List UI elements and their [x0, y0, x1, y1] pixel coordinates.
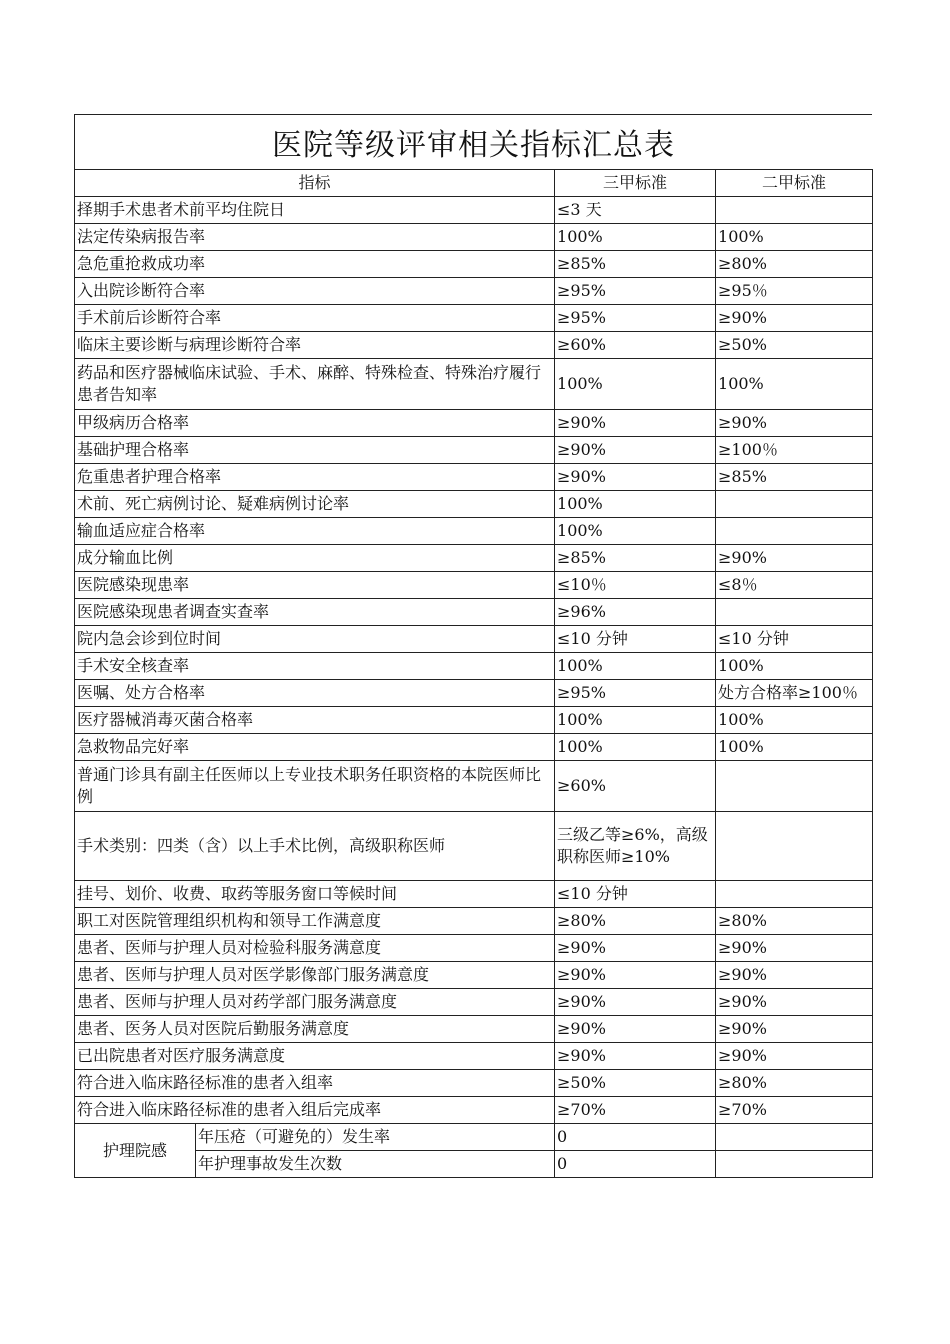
tier3-cell: ≥90%	[555, 410, 716, 437]
tier3-cell: ≥90%	[555, 989, 716, 1016]
tier2-cell: ≥95％	[716, 278, 873, 305]
tier3-cell: ≥80%	[555, 908, 716, 935]
tier2-cell: ≥90%	[716, 305, 873, 332]
tier3-cell: ≥90%	[555, 935, 716, 962]
indicator-cell: 急救物品完好率	[75, 734, 555, 761]
indicator-cell: 手术类别：四类（含）以上手术比例，高级职称医师	[75, 812, 555, 881]
tier3-cell: ≥85%	[555, 251, 716, 278]
tier3-cell: 三级乙等≥6%，高级职称医师≥10%	[555, 812, 716, 881]
tier3-cell: 100%	[555, 734, 716, 761]
tier3-cell: 100%	[555, 359, 716, 410]
indicator-cell: 手术前后诊断符合率	[75, 305, 555, 332]
table-row	[75, 305, 873, 332]
tier3-cell: ≥50%	[555, 1070, 716, 1097]
indicator-cell: 危重患者护理合格率	[75, 464, 555, 491]
tier2-cell: 100%	[716, 734, 873, 761]
table-row	[75, 1097, 873, 1124]
page-title: 医院等级评审相关指标汇总表	[74, 114, 872, 169]
indicator-cell: 医院感染现患率	[75, 572, 555, 599]
tier3-cell: 0	[555, 1151, 716, 1178]
table-row	[75, 734, 873, 761]
table-row	[75, 332, 873, 359]
tier2-cell: ≥90%	[716, 935, 873, 962]
tier3-cell: ≥60%	[555, 332, 716, 359]
table-row	[75, 935, 873, 962]
tier2-cell: ≥90%	[716, 410, 873, 437]
tier3-cell: ≥60%	[555, 761, 716, 812]
table-row	[75, 653, 873, 680]
tier2-cell: 100%	[716, 359, 873, 410]
tier3-cell: 100%	[555, 707, 716, 734]
indicator-cell: 医院感染现患者调查实查率	[75, 599, 555, 626]
tier3-cell: 100%	[555, 653, 716, 680]
tier3-cell: ≤3 天	[555, 197, 716, 224]
indicator-cell: 年压疮（可避免的）发生率	[196, 1124, 555, 1151]
header-indicator: 指标	[75, 170, 555, 197]
tier2-cell: ≥90%	[716, 545, 873, 572]
table-row	[75, 989, 873, 1016]
tier3-cell: ≤10％	[555, 572, 716, 599]
table-row	[75, 1043, 873, 1070]
indicator-table	[74, 169, 873, 1178]
indicator-cell: 已出院患者对医疗服务满意度	[75, 1043, 555, 1070]
tier2-cell: ≥90%	[716, 1043, 873, 1070]
indicator-cell: 临床主要诊断与病理诊断符合率	[75, 332, 555, 359]
tier3-cell: ≥95%	[555, 680, 716, 707]
table-row	[75, 962, 873, 989]
table-row	[75, 518, 873, 545]
tier2-cell: 处方合格率≥100％	[716, 680, 873, 707]
table-row	[75, 1124, 873, 1151]
table-row	[75, 881, 873, 908]
table-row	[75, 812, 873, 881]
table-row	[75, 680, 873, 707]
header-tier2: 二甲标准	[716, 170, 873, 197]
indicator-cell: 急危重抢救成功率	[75, 251, 555, 278]
table-row	[75, 761, 873, 812]
tier3-cell: ≥95%	[555, 278, 716, 305]
tier2-cell: ≥90%	[716, 1016, 873, 1043]
indicator-cell: 医疗器械消毒灭菌合格率	[75, 707, 555, 734]
indicator-cell: 普通门诊具有副主任医师以上专业技术职务任职资格的本院医师比例	[75, 761, 555, 812]
indicator-cell: 职工对医院管理组织机构和领导工作满意度	[75, 908, 555, 935]
tier3-cell: ≥90%	[555, 1043, 716, 1070]
tier3-cell: 0	[555, 1124, 716, 1151]
table-row	[75, 545, 873, 572]
tier3-cell: ≥90%	[555, 437, 716, 464]
tier2-cell	[716, 881, 873, 908]
tier2-cell: ≤8％	[716, 572, 873, 599]
table-row	[75, 197, 873, 224]
tier2-cell	[716, 1151, 873, 1178]
table-row	[75, 707, 873, 734]
tier2-cell: ≥85%	[716, 464, 873, 491]
indicator-cell: 药品和医疗器械临床试验、手术、麻醉、特殊检查、特殊治疗履行患者告知率	[75, 359, 555, 410]
indicator-cell: 甲级病历合格率	[75, 410, 555, 437]
tier2-cell	[716, 491, 873, 518]
table-row	[75, 251, 873, 278]
tier2-cell	[716, 197, 873, 224]
table-row	[75, 1070, 873, 1097]
tier2-cell	[716, 518, 873, 545]
tier3-cell: ≥70%	[555, 1097, 716, 1124]
indicator-cell: 院内急会诊到位时间	[75, 626, 555, 653]
indicator-cell: 患者、医师与护理人员对检验科服务满意度	[75, 935, 555, 962]
indicator-cell: 手术安全核查率	[75, 653, 555, 680]
indicator-cell: 基础护理合格率	[75, 437, 555, 464]
tier2-cell: ≥90%	[716, 962, 873, 989]
tier2-cell: ≤10 分钟	[716, 626, 873, 653]
table-row	[75, 908, 873, 935]
indicator-cell: 挂号、划价、收费、取药等服务窗口等候时间	[75, 881, 555, 908]
indicator-cell: 符合进入临床路径标准的患者入组后完成率	[75, 1097, 555, 1124]
table-row	[75, 464, 873, 491]
header-tier3: 三甲标准	[555, 170, 716, 197]
summary-sheet	[74, 114, 872, 1178]
tier3-cell: 100%	[555, 518, 716, 545]
indicator-cell: 患者、医师与护理人员对药学部门服务满意度	[75, 989, 555, 1016]
tier2-cell: ≥80%	[716, 251, 873, 278]
tier2-cell: ≥80%	[716, 1070, 873, 1097]
indicator-cell: 入出院诊断符合率	[75, 278, 555, 305]
nursing-group-label: 护理院感	[75, 1124, 196, 1178]
tier2-cell	[716, 812, 873, 881]
tier2-cell	[716, 1124, 873, 1151]
indicator-cell: 符合进入临床路径标准的患者入组率	[75, 1070, 555, 1097]
tier3-cell: ≤10 分钟	[555, 626, 716, 653]
table-row	[75, 224, 873, 251]
indicator-cell: 患者、医务人员对医院后勤服务满意度	[75, 1016, 555, 1043]
indicator-cell: 术前、死亡病例讨论、疑难病例讨论率	[75, 491, 555, 518]
table-row	[75, 437, 873, 464]
tier2-cell: ≥80%	[716, 908, 873, 935]
indicator-cell: 成分输血比例	[75, 545, 555, 572]
tier2-cell: ≥70%	[716, 1097, 873, 1124]
tier3-cell: ≥95%	[555, 305, 716, 332]
indicator-cell: 择期手术患者术前平均住院日	[75, 197, 555, 224]
tier3-cell: ≤10 分钟	[555, 881, 716, 908]
table-row	[75, 599, 873, 626]
tier3-cell: 100%	[555, 224, 716, 251]
tier2-cell: ≥90%	[716, 989, 873, 1016]
table-row	[75, 626, 873, 653]
tier2-cell: ≥50%	[716, 332, 873, 359]
tier3-cell: 100%	[555, 491, 716, 518]
table-row	[75, 410, 873, 437]
indicator-cell: 法定传染病报告率	[75, 224, 555, 251]
tier2-cell: ≥100％	[716, 437, 873, 464]
table-row	[75, 491, 873, 518]
indicator-cell: 输血适应症合格率	[75, 518, 555, 545]
tier3-cell: ≥90%	[555, 1016, 716, 1043]
tier3-cell: ≥96%	[555, 599, 716, 626]
table-row	[75, 359, 873, 410]
indicator-cell: 医嘱、处方合格率	[75, 680, 555, 707]
indicator-cell: 患者、医师与护理人员对医学影像部门服务满意度	[75, 962, 555, 989]
table-header-row	[75, 170, 873, 197]
table-row	[75, 572, 873, 599]
table-row	[75, 278, 873, 305]
table-row	[75, 1016, 873, 1043]
tier2-cell	[716, 599, 873, 626]
tier2-cell: 100%	[716, 653, 873, 680]
tier3-cell: ≥90%	[555, 464, 716, 491]
tier3-cell: ≥90%	[555, 962, 716, 989]
tier3-cell: ≥85%	[555, 545, 716, 572]
indicator-cell: 年护理事故发生次数	[196, 1151, 555, 1178]
tier2-cell: 100%	[716, 707, 873, 734]
tier2-cell: 100%	[716, 224, 873, 251]
tier2-cell	[716, 761, 873, 812]
